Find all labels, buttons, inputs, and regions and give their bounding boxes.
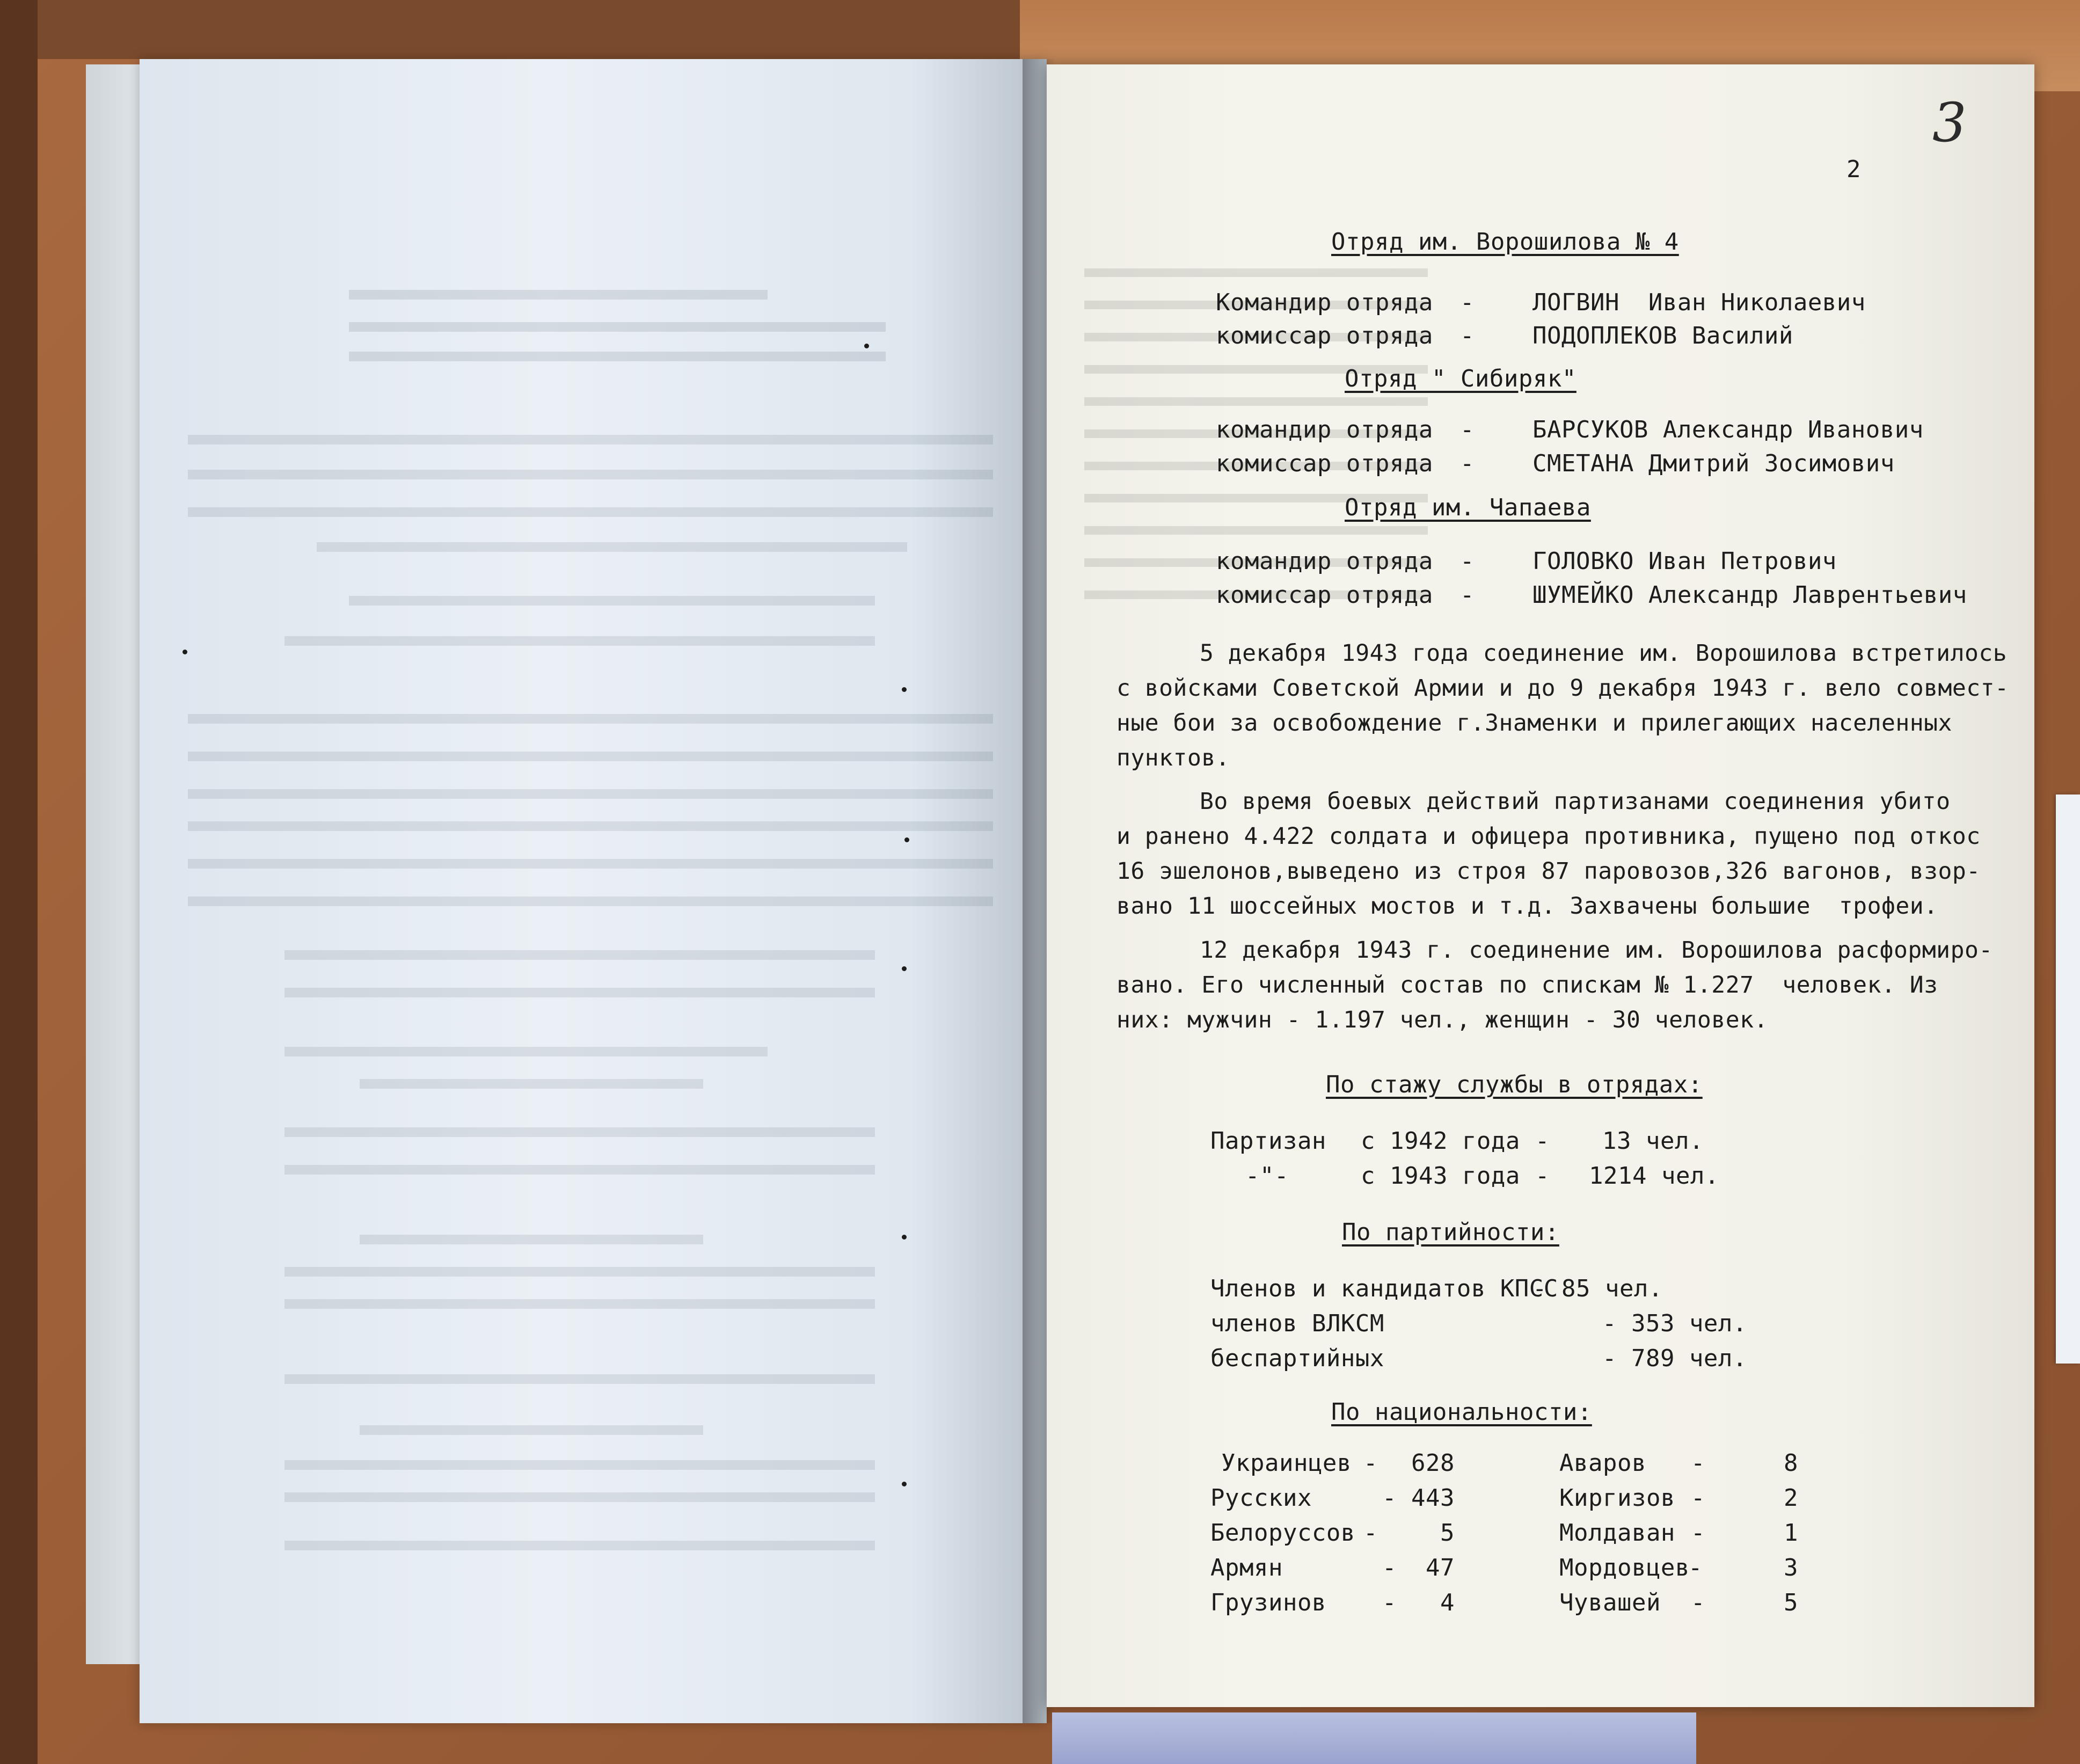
role-label: командир отряда	[1216, 416, 1433, 443]
dash: -	[1460, 289, 1475, 316]
paragraph-line: 12 декабря 1943 г. соединение им. Ворошилова расформиро-	[1200, 937, 1993, 964]
nationality-count: 3	[1784, 1554, 1798, 1581]
background-edge	[0, 0, 38, 1764]
paper-speck	[902, 1235, 907, 1240]
paragraph-line: Во время боевых действий партизанами соединения убито	[1200, 788, 1951, 815]
paper-speck	[902, 1482, 907, 1486]
nationality-name: Мордовцев	[1559, 1554, 1690, 1581]
paragraph-line: с войсками Советской Армии и до 9 декабря 1943 г. вело совмест-	[1116, 675, 2009, 702]
nationality-name: Русских	[1210, 1484, 1312, 1512]
role-label: комиссар отряда	[1216, 322, 1433, 349]
row-label: Партизан	[1210, 1127, 1326, 1155]
person-name: ГОЛОВКО Иван Петрович	[1532, 548, 1837, 575]
detachment-title: Отряд им. Ворошилова № 4	[1331, 228, 1679, 256]
paragraph-line: них: мужчин - 1.197 чел., женщин - 30 человек.	[1116, 1007, 1768, 1033]
paragraph-line: вано. Его численный состав по спискам № 1.227 человек. Из	[1116, 972, 1938, 998]
paragraph-line: 16 эшелонов,выведено из строя 87 паровозов,326 вагонов, взор-	[1116, 858, 1981, 885]
nationality-count: 2	[1784, 1484, 1798, 1512]
paragraph-line: ные бои за освобождение г.Знаменки и прилегающих населенных	[1116, 710, 1952, 737]
section-heading: По стажу службы в отрядах:	[1326, 1071, 1703, 1098]
dash: -	[1363, 1449, 1378, 1477]
archive-sheet-number: 3	[1932, 91, 1967, 154]
person-name: ШУМЕЙКО Александр Лаврентьевич	[1532, 581, 1967, 609]
nationality-count: 443	[1411, 1484, 1455, 1512]
role-label: командир отряда	[1216, 548, 1433, 575]
nationality-name: Чувашей	[1559, 1589, 1661, 1616]
nationality-count: 628	[1411, 1449, 1455, 1477]
row-since: с 1942 года	[1361, 1127, 1520, 1155]
row-label: Членов и кандидатов КПСС	[1210, 1275, 1558, 1302]
role-label: комиссар отряда	[1216, 450, 1433, 477]
nationality-count: 5	[1784, 1589, 1798, 1616]
detachment-title: Отряд " Сибиряк"	[1345, 365, 1577, 392]
role-label: комиссар отряда	[1216, 581, 1433, 609]
row-value: - 789 чел.	[1602, 1345, 1747, 1372]
dash: -	[1691, 1589, 1705, 1616]
nationality-name: Армян	[1210, 1554, 1283, 1581]
nationality-name: Молдаван	[1559, 1519, 1675, 1547]
dash: -	[1691, 1449, 1705, 1477]
dash: -	[1691, 1484, 1705, 1512]
nationality-count: 5	[1440, 1519, 1455, 1547]
dash: -	[1382, 1484, 1397, 1512]
paragraph-line: пунктов.	[1116, 745, 1230, 771]
dash: -	[1460, 548, 1475, 575]
dash: -	[1460, 416, 1475, 443]
paper-speck	[902, 687, 907, 692]
paragraph-line: вано 11 шоссейных мостов и т.д. Захвачены большие трофеи.	[1116, 893, 1938, 920]
paragraph-line: и ранено 4.422 солдата и офицера противника, пущено под откос	[1116, 823, 1981, 850]
paper-speck	[902, 966, 907, 971]
paper-speck	[904, 837, 909, 842]
row-since: с 1943 года	[1361, 1162, 1520, 1190]
person-name: ПОДОПЛЕКОВ Василий	[1532, 322, 1793, 349]
dash: -	[1382, 1554, 1397, 1581]
nationality-name: Грузинов	[1210, 1589, 1326, 1616]
dash: -	[1363, 1519, 1378, 1547]
detachment-title: Отряд им. Чапаева	[1345, 494, 1591, 521]
row-label: -"-	[1245, 1162, 1289, 1190]
dash: -	[1460, 322, 1475, 349]
paper-speck	[183, 650, 187, 654]
paper-speck	[864, 344, 869, 348]
blue-sheet-edge	[1052, 1712, 1696, 1764]
page-number: 2	[1847, 156, 1861, 183]
nationality-name: Киргизов	[1559, 1484, 1675, 1512]
person-name: ЛОГВИН Иван Николаевич	[1532, 289, 1866, 316]
row-value: 1214 чел.	[1589, 1162, 1719, 1190]
left-page	[140, 59, 1047, 1723]
row-value: - 353 чел.	[1602, 1310, 1747, 1337]
dash: -	[1535, 1162, 1550, 1190]
bookmark-tab	[2056, 794, 2080, 1364]
dash: -	[1535, 1127, 1550, 1155]
dash: -	[1460, 450, 1475, 477]
person-name: БАРСУКОВ Александр Иванович	[1532, 416, 1924, 443]
section-heading: По партийности:	[1342, 1219, 1559, 1246]
dash: -	[1460, 581, 1475, 609]
row-label: беспартийных	[1210, 1345, 1384, 1372]
row-value: 13 чел.	[1602, 1127, 1704, 1155]
dash: -	[1688, 1554, 1703, 1581]
section-heading: По национальности:	[1331, 1398, 1592, 1426]
dash: -	[1691, 1519, 1705, 1547]
nationality-name: Белоруссов	[1210, 1519, 1355, 1547]
nationality-count: 47	[1426, 1554, 1455, 1581]
nationality-count: 1	[1784, 1519, 1798, 1547]
paragraph-line: 5 декабря 1943 года соединение им. Ворошилова встретилось	[1200, 640, 2008, 667]
row-label: членов ВЛКСМ	[1210, 1310, 1384, 1337]
nationality-count: 8	[1784, 1449, 1798, 1477]
row-value: - 85 чел.	[1532, 1275, 1663, 1302]
nationality-name: Аваров	[1559, 1449, 1646, 1477]
role-label: Командир отряда	[1216, 289, 1433, 316]
bleed-through-text	[140, 59, 1047, 1723]
person-name: СМЕТАНА Дмитрий Зосимович	[1532, 450, 1895, 477]
nationality-count: 4	[1440, 1589, 1455, 1616]
nationality-name: Украинцев	[1221, 1449, 1352, 1477]
dash: -	[1382, 1589, 1397, 1616]
